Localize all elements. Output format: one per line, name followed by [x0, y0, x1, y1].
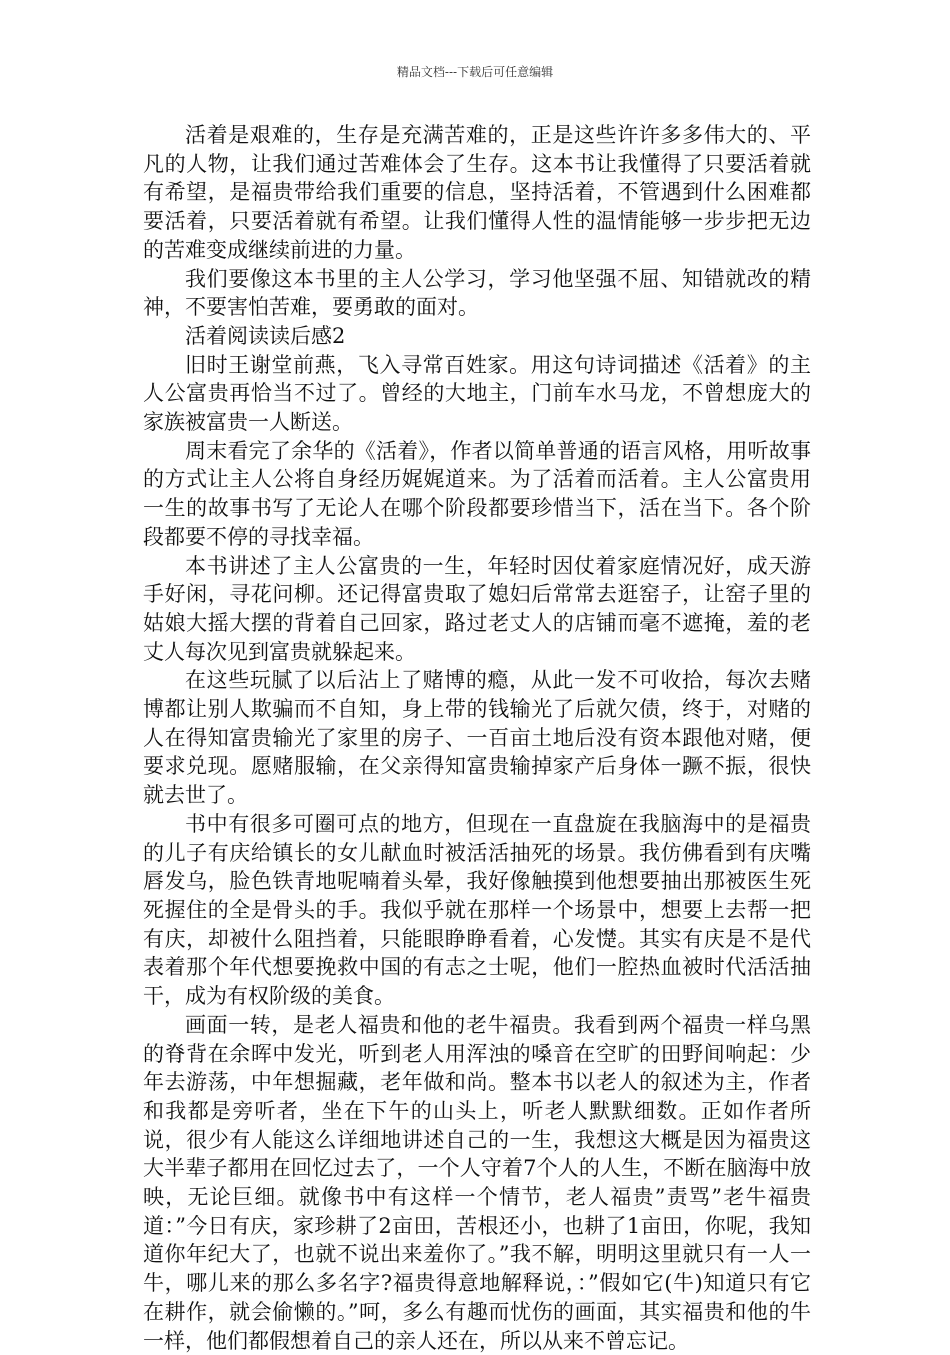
paragraph: 旧时王谢堂前燕，飞入寻常百姓家。用这句诗词描述《活着》的主人公富贵再恰当不过了。曾经的大地主，门前车水马龙，不曾想庞大的家族被富贵一人断送。 — [143, 352, 811, 435]
document-body — [143, 121, 811, 1355]
paragraph: 在这些玩腻了以后沾上了赌博的瘾，从此一发不可收拾，每次去赌博都让别人欺骗而不自知，身上带的钱输光了后就欠债，终于，对赌的人在得知富贵输光了家里的房子、一百亩土地后没有资本跟他对赌，便要求兑现。愿赌服输，在父亲得知富贵输掉家产后身体一蹶不振，很快就去世了。 — [143, 668, 811, 808]
paragraph: 我们要像这本书里的主人公学习，学习他坚强不屈、知错就改的精神，不要害怕苦难，要勇敢的面对。 — [143, 266, 811, 320]
paragraph: 画面一转，是老人福贵和他的老牛福贵。我看到两个福贵一样乌黑的脊背在余晖中发光，听到老人用浑浊的嗓音在空旷的田野间响起：少年去游荡，中年想掘藏，老年做和尚。整本书以老人的叙述为主，作者和我都是旁听者，坐在下午的山头上，听老人默默细数。正如作者所说，很少有人能这么详细地讲述自己的一生，我想这大概是因为福贵这大半辈子都用在回忆过去了，一个人守着7个人的人生，不断在脑海中放映，无论巨细。就像书中有这样一个情节，老人福贵”责骂”老牛福贵道：”今日有庆，家珍耕了2亩田，苦根还小，也耕了1亩田，你呢，我知道你年纪大了，也就不说出来羞你了。”我不解，明明这里就只有一人一牛，哪儿来的那么多名字?福贵得意地解释说，：”假如它(牛)知道只有它在耕作，就会偷懒的。”呵，多么有趣而忧伤的画面，其实福贵和他的牛一样，他们都假想着自己的亲人还在，所以从来不曾忘记。 — [143, 1012, 811, 1353]
section-heading: 活着阅读读后感2 — [185, 323, 346, 348]
paragraph: 活着是艰难的，生存是充满苦难的，正是这些许许多多伟大的、平凡的人物，让我们通过苦难体会了生存。这本书让我懂得了只要活着就有希望，是福贵带给我们重要的信息，坚持活着，不管遇到什么困难都要活着，只要活着就有希望。让我们懂得人性的温情能够一步步把无边的苦难变成继续前进的力量。 — [143, 123, 811, 262]
page-header: 精品文档---下载后可任意编辑 — [396, 65, 554, 79]
paragraph: 书中有很多可圈可点的地方，但现在一直盘旋在我脑海中的是福贵的儿子有庆给镇长的女儿献血时被活活抽死的场景。我仿佛看到有庆嘴唇发乌，脸色铁青地呢喃着头晕，我好像触摸到他想要抽出那被医生死死握住的全是骨头的手。我似乎就在那样一个场景中，想要上去帮一把有庆，却被什么阻挡着，只能眼睁睁看着，心发憷。其实有庆是不是代表着那个年代想要挽救中国的有志之士呢，他们一腔热血被时代活活抽干，成为有权阶级的美食。 — [143, 811, 811, 1009]
paragraph: 本书讲述了主人公富贵的一生，年轻时因仗着家庭情况好，成天游手好闲，寻花问柳。还记得富贵取了媳妇后常常去逛窑子，让窑子里的姑娘大摇大摆的背着自己回家，路过老丈人的店铺而毫不遮掩，羞的老丈人每次见到富贵就躲起来。 — [143, 553, 811, 664]
paragraph: 周末看完了余华的《活着》，作者以简单普通的语言风格，用听故事的方式让主人公将自身经历娓娓道来。为了活着而活着。主人公富贵用一生的故事书写了无论人在哪个阶段都要珍惜当下，活在当下。各个阶段都要不停的寻找幸福。 — [143, 438, 811, 549]
